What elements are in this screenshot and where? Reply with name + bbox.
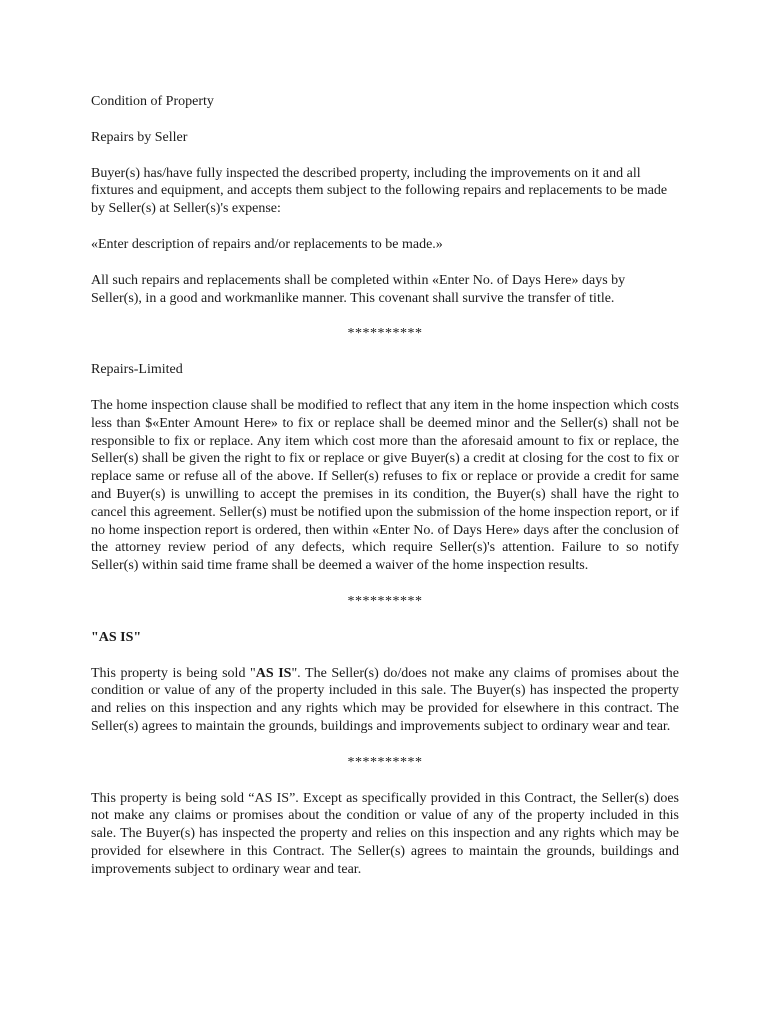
- as-is-text-pre: This property is being sold ": [91, 665, 256, 681]
- document-title: Condition of Property: [91, 94, 214, 109]
- separator-3: **********: [347, 754, 423, 770]
- separator-1: **********: [347, 326, 423, 342]
- paragraph-repairs-placeholder: «Enter description of repairs and/or replacements to be made.»: [91, 236, 443, 252]
- paragraph-as-is-1: [91, 665, 679, 736]
- paragraph-inspection-acceptance: Buyer(s) has/have fully inspected the described property, including the improvements on it and all fixtures and equipment, and accepts them subject to the following repairs and replacements to be made by Seller(s) at Seller(s)'s expense:: [91, 165, 668, 217]
- as-is-bold-text: AS IS: [255, 665, 292, 681]
- section-heading-repairs-by-seller: Repairs by Seller: [91, 129, 188, 145]
- paragraph-as-is-2: This property is being sold “AS IS”. Except as specifically provided in this Contract, the Seller(s) does not make any claims or promises about the condition or value of any of the property included in this sale. The Buyer(s) has inspected the property and relies on this inspection and any rights which may be provided for elsewhere in this Contract. The Seller(s) agrees to maintain the grounds, buildings and improvements subject to ordinary wear and tear.: [91, 790, 679, 877]
- section-heading-repairs-limited: Repairs-Limited: [91, 362, 183, 378]
- document-body: [91, 93, 679, 897]
- section-heading-as-is: "AS IS": [91, 629, 142, 645]
- paragraph-repairs-limited: The home inspection clause shall be modified to reflect that any item in the home inspection which costs less than $«Enter Amount Here» to fix or replace shall be deemed minor and the Seller(s) shall not be responsible to fix or replace. Any item which cost more than the aforesaid amount to fix or replace, the Seller(s) shall be given the right to fix or replace or give Buyer(s) a credit at closing for the cost to fix or replace same or refuse all of the above. If Seller(s) refuses to fix or replace or provide a credit for same and Buyer(s) is unwilling to accept the premises in its condition, the Buyer(s) shall have the right to cancel this agreement. Seller(s) must be notified upon the submission of the home inspection report, or if no home inspection report is ordered, then within «Enter No. of Days Here» days after the conclusion of the attorney review period of any defects, which require Seller(s)'s attention. Failure to so notify Seller(s) within said time frame shall be deemed a waiver of the home inspection results.: [91, 397, 679, 574]
- paragraph-repairs-completion: All such repairs and replacements shall be completed within «Enter No. of Days Here» days by Seller(s), in a good and workmanlike manner. This covenant shall survive the transfer of title.: [91, 272, 626, 306]
- separator-2: **********: [347, 593, 423, 609]
- as-is-text-post: ". The Seller(s) do/does not make any claims of promises about the condition or value of any of the property included in this sale. The Buyer(s) has inspected the property and relies on this inspection and any rights which may be provided for elsewhere in this contract. The Seller(s) agrees to maintain the grounds, buildings and improvements subject to ordinary wear and tear.: [91, 665, 680, 734]
